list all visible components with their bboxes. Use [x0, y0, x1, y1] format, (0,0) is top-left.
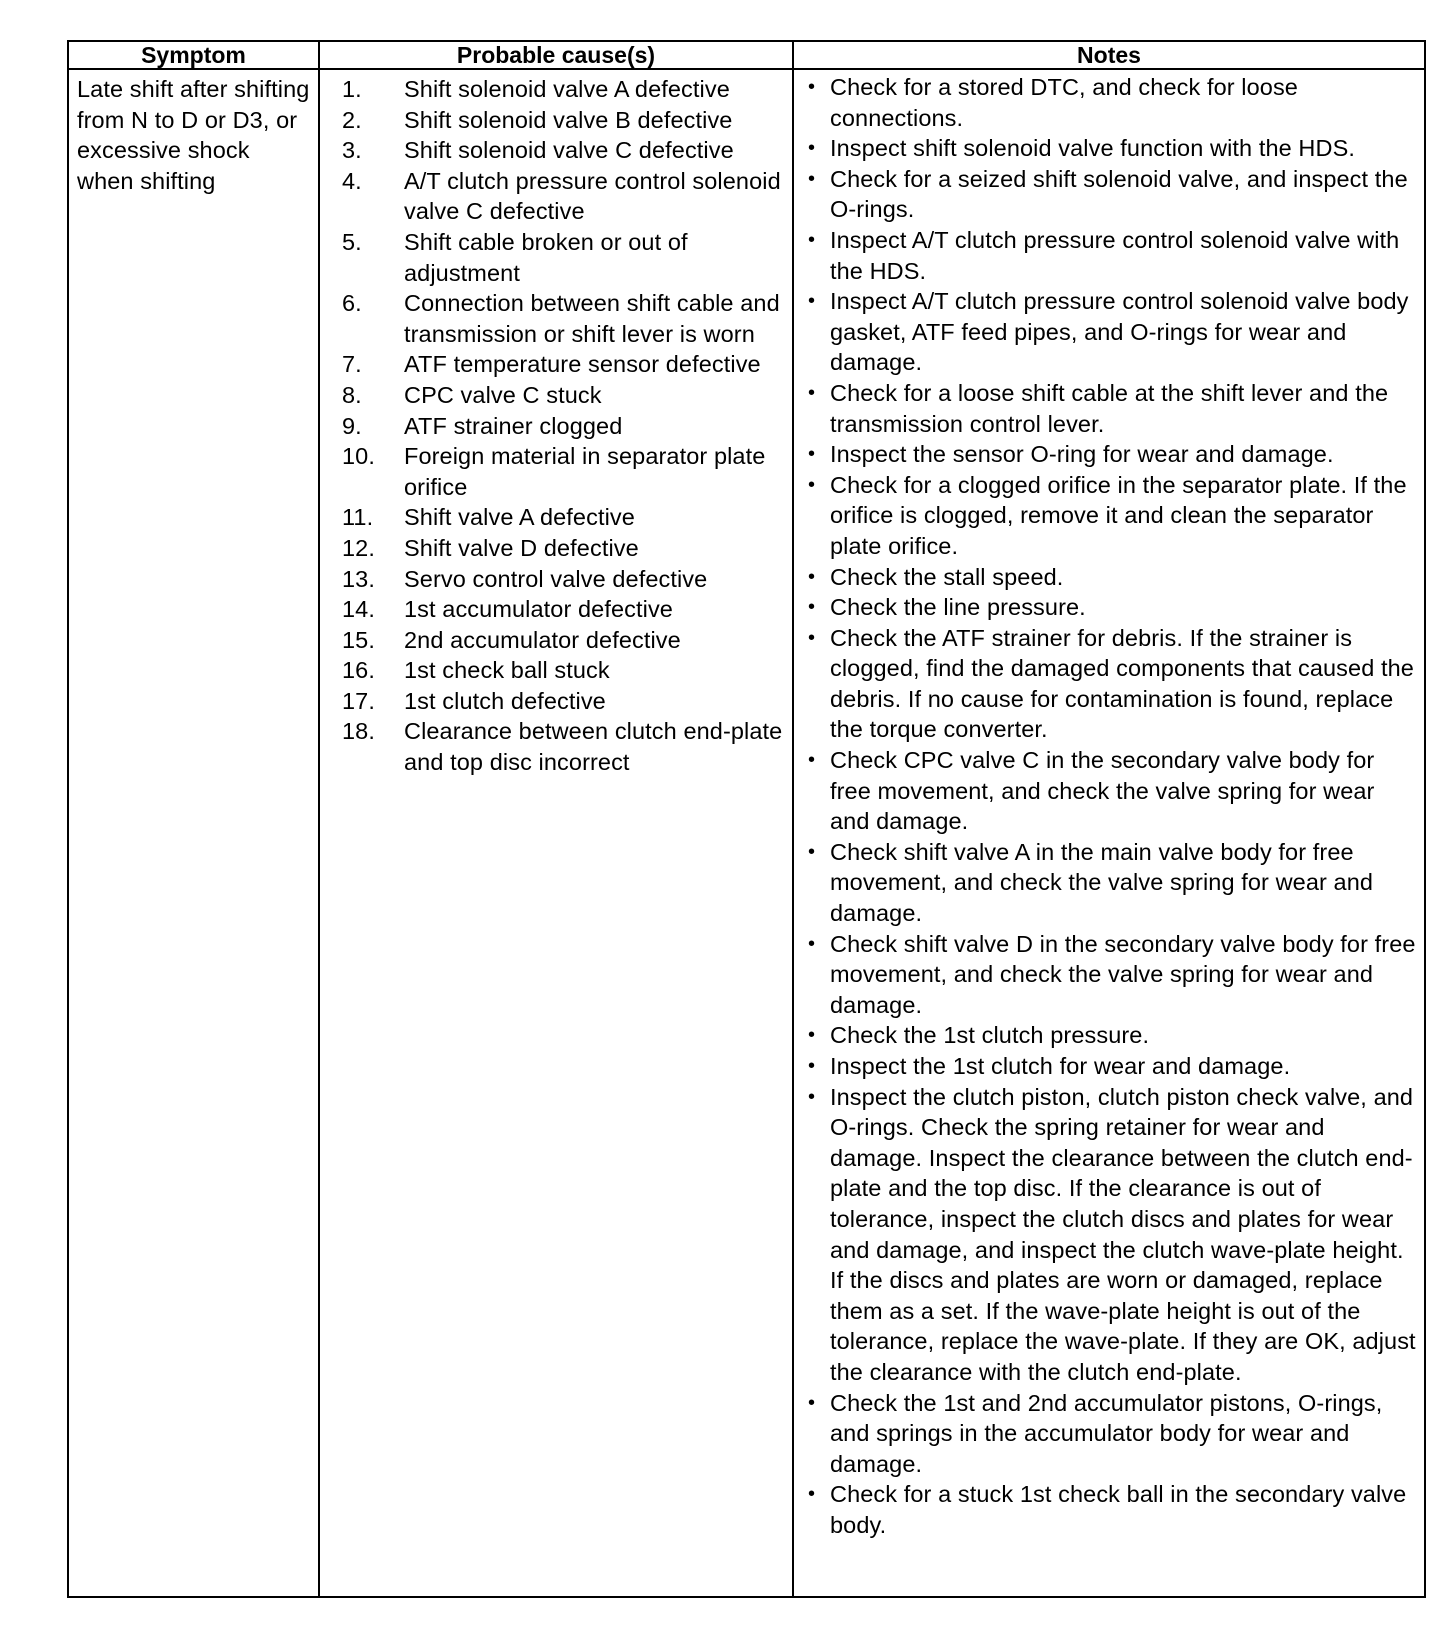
cause-list [342, 74, 792, 778]
cause-text: 1st clutch defective [404, 687, 606, 714]
cause-text: Shift solenoid valve A defective [404, 76, 730, 102]
cause-item [342, 594, 792, 625]
note-text: Check for a stuck 1st check ball in the secondary valve body. [830, 1481, 1407, 1538]
cause-item [342, 655, 792, 686]
note-text: Inspect A/T clutch pressure control solenoid valve with the HDS. [830, 226, 1400, 284]
cause-number: 1. [342, 76, 362, 102]
cause-text: Foreign material in separator plate orifice [404, 443, 766, 500]
cause-text: 1st accumulator defective [404, 596, 673, 623]
cause-number: 8. [342, 381, 362, 408]
cause-text: Shift solenoid valve C defective [404, 137, 734, 164]
cause-number: 10. [342, 443, 375, 470]
bullet-icon: • [808, 596, 816, 619]
note-item [808, 837, 1416, 929]
bullet-icon: • [808, 167, 816, 190]
header-symptom: Symptom [68, 41, 319, 69]
cause-text: 2nd accumulator defective [404, 626, 681, 653]
bullet-icon: • [808, 1391, 816, 1414]
note-item [808, 1020, 1416, 1051]
cause-number: 12. [342, 534, 375, 561]
note-item [808, 470, 1416, 562]
bullet-icon: • [808, 840, 816, 863]
cause-text: Shift solenoid valve B defective [404, 106, 733, 133]
cause-number: 9. [342, 412, 362, 439]
note-item [808, 439, 1416, 470]
note-text: Check for a stored DTC, and check for loose connections. [830, 74, 1298, 131]
cause-item [342, 441, 792, 502]
cause-text: Clearance between clutch end-plate and top disc incorrect [404, 718, 783, 776]
note-item [808, 225, 1416, 286]
cause-number: 17. [342, 687, 375, 714]
cause-number: 5. [342, 228, 362, 255]
cause-item [342, 533, 792, 564]
note-item [808, 562, 1416, 593]
bullet-icon: • [808, 565, 816, 588]
note-text: Inspect A/T clutch pressure control solenoid valve body gasket, ATF feed pipes, and O-rings for wear and damage. [830, 288, 1409, 376]
cause-number: 3. [342, 137, 362, 164]
cause-number: 16. [342, 657, 375, 684]
note-text: Check for a loose shift cable at the shift lever and the transmission control lever. [830, 379, 1389, 437]
cause-item [342, 135, 792, 166]
note-text: Check for a clogged orifice in the separator plate. If the orifice is clogged, remove it and clean the separator plate orifice. [830, 471, 1407, 559]
cause-item [342, 502, 792, 533]
cause-text: Shift valve D defective [404, 534, 639, 561]
bullet-icon: • [808, 443, 816, 466]
cause-number: 18. [342, 718, 375, 745]
note-text: Inspect the 1st clutch for wear and damage. [830, 1053, 1291, 1079]
symptom-text: Late shift after shifting from N to D or D3, or excessive shock when shifting [77, 76, 310, 194]
cause-item [342, 227, 792, 288]
note-text: Inspect the clutch piston, clutch piston check valve, and O-rings. Check the spring retainer for wear and damage. Inspect the clearance between the clutch end-plate and the top disc. If the clearance is out of tolerance, inspect the clutch discs and plates for wear and damage, and inspect the clutch wave-plate height. If the discs and plates are worn or damaged, replace them as a set. If the wave-plate height is out of the tolerance, replace the wave-plate. If they are OK, adjust the clearance with the clutch end-plate. [830, 1083, 1416, 1385]
note-text: Check the 1st clutch pressure. [830, 1022, 1150, 1049]
note-text: Check the line pressure. [830, 594, 1086, 621]
cause-text: Shift cable broken or out of adjustment [404, 228, 688, 286]
bullet-icon: • [808, 76, 816, 98]
cause-item [342, 716, 792, 777]
note-item [808, 1051, 1416, 1082]
header-notes: Notes [793, 41, 1425, 69]
cause-number: 15. [342, 626, 375, 653]
bullet-icon: • [808, 381, 816, 404]
cause-item [342, 625, 792, 656]
note-item [808, 623, 1416, 745]
note-text: Inspect the sensor O-ring for wear and damage. [830, 441, 1334, 468]
cause-item [342, 166, 792, 227]
note-item [808, 745, 1416, 837]
bullet-icon: • [808, 626, 816, 649]
note-text: Inspect shift solenoid valve function with the HDS. [830, 135, 1355, 162]
cause-number: 6. [342, 290, 362, 317]
cause-number: 7. [342, 351, 362, 378]
bullet-icon: • [808, 290, 816, 313]
cause-text: ATF strainer clogged [404, 412, 623, 439]
note-text: Check the ATF strainer for debris. If the strainer is clogged, find the damaged components that caused the debris. If no cause for contamination is found, replace the torque converter. [830, 624, 1414, 743]
cause-item [342, 74, 792, 105]
cause-item [342, 564, 792, 595]
bullet-icon: • [808, 1483, 816, 1506]
cause-item [342, 288, 792, 349]
notes-cell [793, 69, 1425, 1597]
bullet-icon: • [808, 749, 816, 772]
bullet-icon: • [808, 1085, 816, 1108]
note-text: Check the stall speed. [830, 563, 1064, 590]
cause-number: 4. [342, 167, 362, 194]
note-item [808, 1479, 1416, 1540]
note-text: Check the 1st and 2nd accumulator pistons, O-rings, and springs in the accumulator body for wear and damage. [830, 1389, 1383, 1477]
note-text: Check for a seized shift solenoid valve, and inspect the O-rings. [830, 165, 1408, 223]
cause-item [342, 411, 792, 442]
cause-number: 14. [342, 596, 375, 623]
cause-text: Connection between shift cable and transmission or shift lever is worn [404, 290, 780, 347]
cause-text: CPC valve C stuck [404, 381, 602, 408]
cause-number: 11. [342, 504, 374, 531]
bullet-icon: • [808, 137, 816, 160]
note-text: Check shift valve D in the secondary valve body for free movement, and check the valve spring for wear and damage. [830, 930, 1416, 1018]
note-item [808, 1388, 1416, 1480]
cause-text: Shift valve A defective [404, 504, 635, 531]
bullet-icon: • [808, 1055, 816, 1077]
header-probable-causes: Probable cause(s) [319, 41, 793, 69]
note-item [808, 133, 1416, 164]
note-item [808, 378, 1416, 439]
note-item [808, 286, 1416, 378]
note-text: Check CPC valve C in the secondary valve body for free movement, and check the valve spring for wear and damage. [830, 747, 1375, 835]
cause-text: A/T clutch pressure control solenoid valve C defective [404, 167, 781, 225]
note-item [808, 1082, 1416, 1388]
cause-number: 13. [342, 565, 375, 592]
note-text: Check shift valve A in the main valve body for free movement, and check the valve spring for wear and damage. [830, 838, 1374, 927]
causes-cell [319, 69, 793, 1597]
bullet-icon: • [808, 228, 816, 251]
bullet-icon: • [808, 932, 816, 955]
cause-item [342, 105, 792, 136]
note-item [808, 72, 1416, 133]
cause-text: ATF temperature sensor defective [404, 351, 761, 378]
symptom-cell [68, 69, 319, 1597]
cause-item [342, 686, 792, 717]
table-row [68, 69, 1425, 1597]
note-item [808, 929, 1416, 1021]
cause-text: Servo control valve defective [404, 565, 708, 592]
notes-list [808, 72, 1416, 1541]
note-item [808, 164, 1416, 225]
cause-item [342, 380, 792, 411]
cause-item [342, 349, 792, 380]
cause-text: 1st check ball stuck [404, 657, 610, 684]
cause-number: 2. [342, 106, 362, 133]
bullet-icon: • [808, 473, 816, 496]
note-item [808, 592, 1416, 623]
header-row [68, 41, 1425, 69]
bullet-icon: • [808, 1024, 816, 1047]
troubleshooting-table [67, 40, 1426, 1598]
